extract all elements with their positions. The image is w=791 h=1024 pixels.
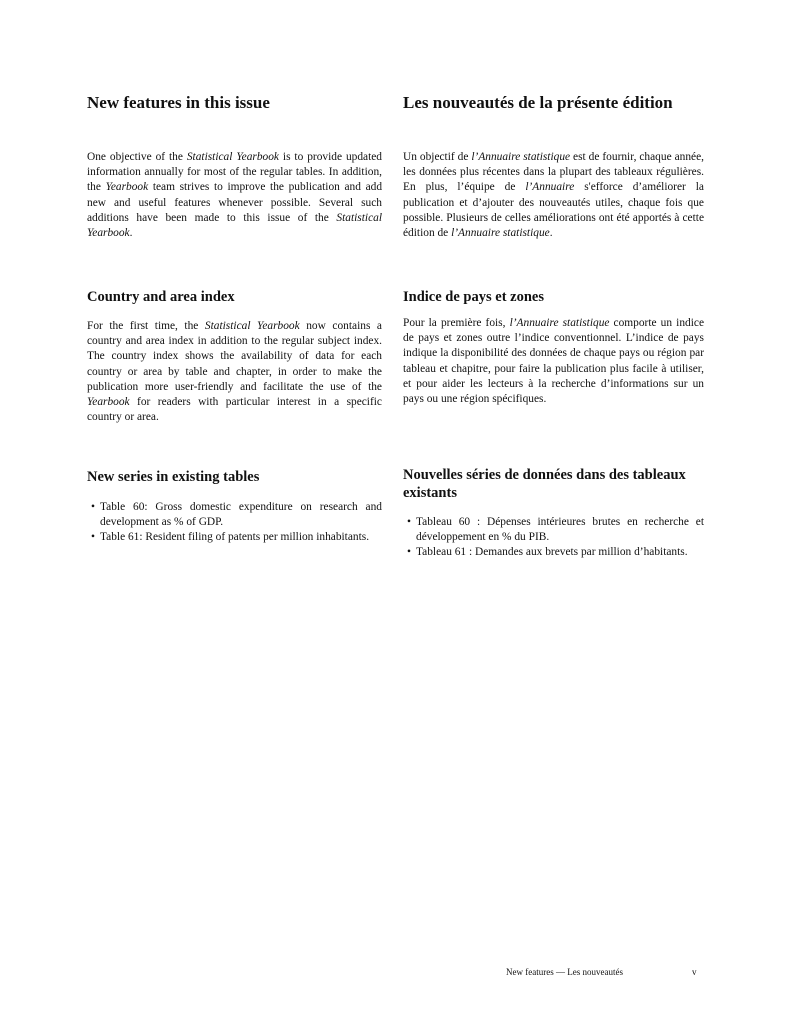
- page-title-french: Les nouveautés de la présente édition: [403, 93, 673, 112]
- french-index-block: [403, 316, 704, 407]
- list-item: • Tableau 61 : Demandes aux brevets par million d’habitants.: [403, 545, 704, 560]
- indice-pays-paragraph: Pour la première fois, l’Annuaire statistique comporte un indice de pays et zones outre l’indice conventionnel. L’indice de pays indique la disponibilité des données de chaque pays ou région par tableau et chapitre, pour faire la publication plus facile à utiliser, et pour aider les lecteurs à la recherche d’informations sur un pays ou une région spécifiques.: [403, 317, 705, 406]
- french-heading-block: [403, 93, 704, 113]
- list-item: • Table 61: Resident filing of patents per million inhabitants.: [87, 530, 382, 545]
- page-number: v: [692, 967, 697, 977]
- english-intro-paragraph: One objective of the Statistical Yearbook is to provide updated information annually for most of the regular tables. In addition, the Yearbook team strives to improve the publication and add new and useful features whenever possible. Several such additions have been made to this issue of the Statistical Yearbook.: [87, 151, 383, 240]
- french-series-block: [403, 515, 704, 561]
- english-index-heading-block: [87, 288, 382, 306]
- nouvelles-series-list: [403, 515, 704, 561]
- french-series-heading-block: [403, 466, 704, 502]
- new-series-heading: New series in existing tables: [87, 469, 260, 485]
- english-index-block: [87, 319, 382, 425]
- french-intro-paragraph: Un objectif de l’Annuaire statistique est de fournir, chaque année, les données plus récentes dans la plupart des tableaux régulières. En plus, l’équipe de l’Annuaire s'efforce d’améliorer la publication et d’ajouter des nouveautés utiles, chaque fois que possible. Plusieurs de celles améliorations ont été apportés à cette édition de l’Annuaire statistique.: [403, 151, 704, 240]
- country-index-paragraph: For the first time, the Statistical Yearbook now contains a country and area index in addition to the regular subject index. The country index shows the availability of data for each country or area by table and chapter, in order to make the publication more user-friendly and facilitate the use of the Yearbook for readers with particular interest in a specific country or area.: [87, 320, 382, 424]
- english-series-heading-block: [87, 468, 382, 486]
- list-item: • Table 60: Gross domestic expenditure on research and development as % of GDP.: [87, 500, 382, 530]
- english-series-block: [87, 500, 382, 546]
- nouvelles-series-heading: Nouvelles séries de données dans des tableaux existants: [403, 467, 686, 501]
- page-title-english: New features in this issue: [87, 93, 270, 112]
- new-series-list: [87, 500, 382, 546]
- english-intro-block: [87, 150, 382, 241]
- country-index-heading: Country and area index: [87, 289, 235, 305]
- english-heading-block: [87, 93, 382, 113]
- indice-pays-heading: Indice de pays et zones: [403, 289, 544, 305]
- running-footer-title: New features — Les nouveautés: [506, 967, 623, 977]
- french-index-heading-block: [403, 288, 704, 306]
- list-item: • Tableau 60 : Dépenses intérieures brutes en recherche et développement en % du PIB.: [403, 515, 704, 545]
- french-intro-block: [403, 150, 704, 241]
